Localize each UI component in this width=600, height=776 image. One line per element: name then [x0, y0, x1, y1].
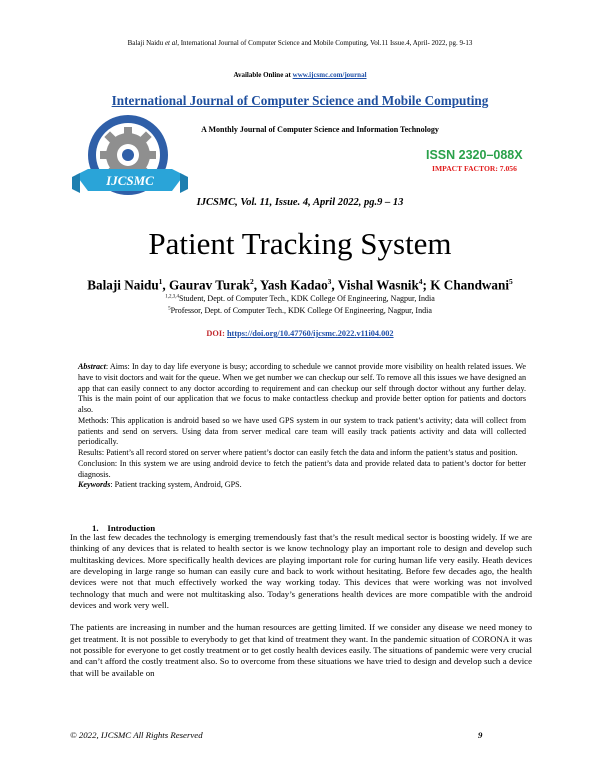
author-name: K Chandwani: [430, 277, 510, 293]
author-sup: 5: [509, 277, 513, 286]
affiliation-professor: $^5$Professor, Dept. of Computer Tech., KDK College Of Engineering, Nagpur, India: [168, 306, 432, 315]
paragraph: In the last few decades the technology is emerging tremendously fast that’s the result medical sector is boosting widely. If we are thinking of any devices that is related to health sector is we know technology play an important role to design and develop such multitasking devices. More specifically health devices are playing important role for curing human life very easily. Heath devices are developing in large range so human can easily cure and back to work without hesitating. Before few decades ago, the health devices were not that much effectively worked the way working today. This devices that were working was not involved technology that much and were not multitasking also. Today’s generations health devices are more compatible with the android devices and work very well.: [70, 532, 532, 611]
author-name: Balaji Naidu: [87, 277, 159, 293]
logo-text: IJCSMC: [106, 173, 154, 188]
author-name: Vishal Wasnik: [337, 277, 419, 293]
abstract-results: Results: Patient’s all record stored on server where patient’s doctor can easily fetch the data and inform the patient’s status and position.: [78, 448, 518, 457]
impact-factor: IMPACT FACTOR: 7.056: [432, 164, 517, 173]
abstract: [78, 362, 526, 491]
doi: DOI: https://doi.org/10.47760/ijcsmc.2022.v11i04.002: [206, 329, 394, 338]
journal-tagline: A Monthly Journal of Computer Science and Information Technology: [201, 125, 439, 134]
keywords: Keywords: Patient tracking system, Android, GPS.: [78, 480, 242, 490]
footer-copyright: © 2022, IJCSMC All Rights Reserved: [70, 730, 203, 740]
abstract-methods: Methods: This application is android based so we have used GPS system in our system to track patient’s activity; data will collect from patients and send on servers. Using data from server medical care team will easily track patients activity and data will collected periodically.: [78, 415, 526, 447]
author-sup: 1: [158, 277, 163, 286]
author-name: Gaurav Turak: [169, 277, 251, 293]
section-heading-introduction: 1. Introduction: [92, 523, 156, 533]
author-sup: 4: [418, 277, 423, 286]
author-sup: 3: [327, 277, 332, 286]
journal-name[interactable]: International Journal of Computer Science and Mobile Computing: [111, 93, 489, 108]
page-number: 9: [478, 730, 483, 740]
abstract-conclusion: Conclusion: In this system we are using android device to fetch the patient’s data and provide related data to patient’s doctor for better diagnosis.: [78, 458, 526, 479]
doi-link[interactable]: https://doi.org/10.47760/ijcsmc.2022.v11i04.002: [226, 329, 394, 338]
running-header: Balaji Naidu et al, International Journal of Computer Science and Mobile Computing, Vol.11 Issue.4, April- 2022, pg. 9-13: [127, 39, 473, 47]
author-name: Yash Kadao: [259, 277, 328, 293]
citation-line: IJCSMC, Vol. 11, Issue. 4, April 2022, pg.9 – 13: [196, 197, 404, 208]
available-online: Available Online at www.ijcsmc.com/journal: [233, 71, 367, 79]
paragraph: The patients are increasing in number and the human resources are getting limited. If we consider any disease we need money to get treatment. It is not possible to everybody to get that kind of treatment they want. In the pandemic situation of CORONA it was not possible for everyone to get costly treatment or to get costly health devices easily. The situations of pandemic were very crucial and can’t afford the costly treatment also. So to overcome from these situations we have tried to design and develop such a device that will be available on: [70, 622, 532, 678]
affiliation-students: $^{1,2,3,4}$Student, Dept. of Computer Tech., KDK College Of Engineering, Nagpur, India: [165, 294, 435, 303]
author-sup: 2: [250, 277, 254, 286]
introduction-body: [70, 532, 532, 679]
paper-title: Patient Tracking System: [148, 226, 452, 261]
author-list: Balaji Naidu$^1$, Gaurav Turak$^2$, Yash Kadao$^3$, Vishal Wasnik$^4$; K Chandwani$^5$: [87, 277, 513, 293]
issn: ISSN 2320–088X: [426, 148, 523, 162]
journal-url-link[interactable]: www.ijcsmc.com/journal: [292, 71, 367, 79]
abstract-aims: Abstract: Aims: In day to day life everyone is busy; according to schedule we cannot provide more visibility on health related issues. We have to visit doctors and wait for the queue. When we get number we can checkup our self. To remove all this issues we have designed an app that can easily connect to any doctor according to requirement and can checkup our self through doctor without any further delay. This is the main point of our application that we focus to make contactless checkup and provide better option for patients and doctors also.: [78, 362, 526, 414]
